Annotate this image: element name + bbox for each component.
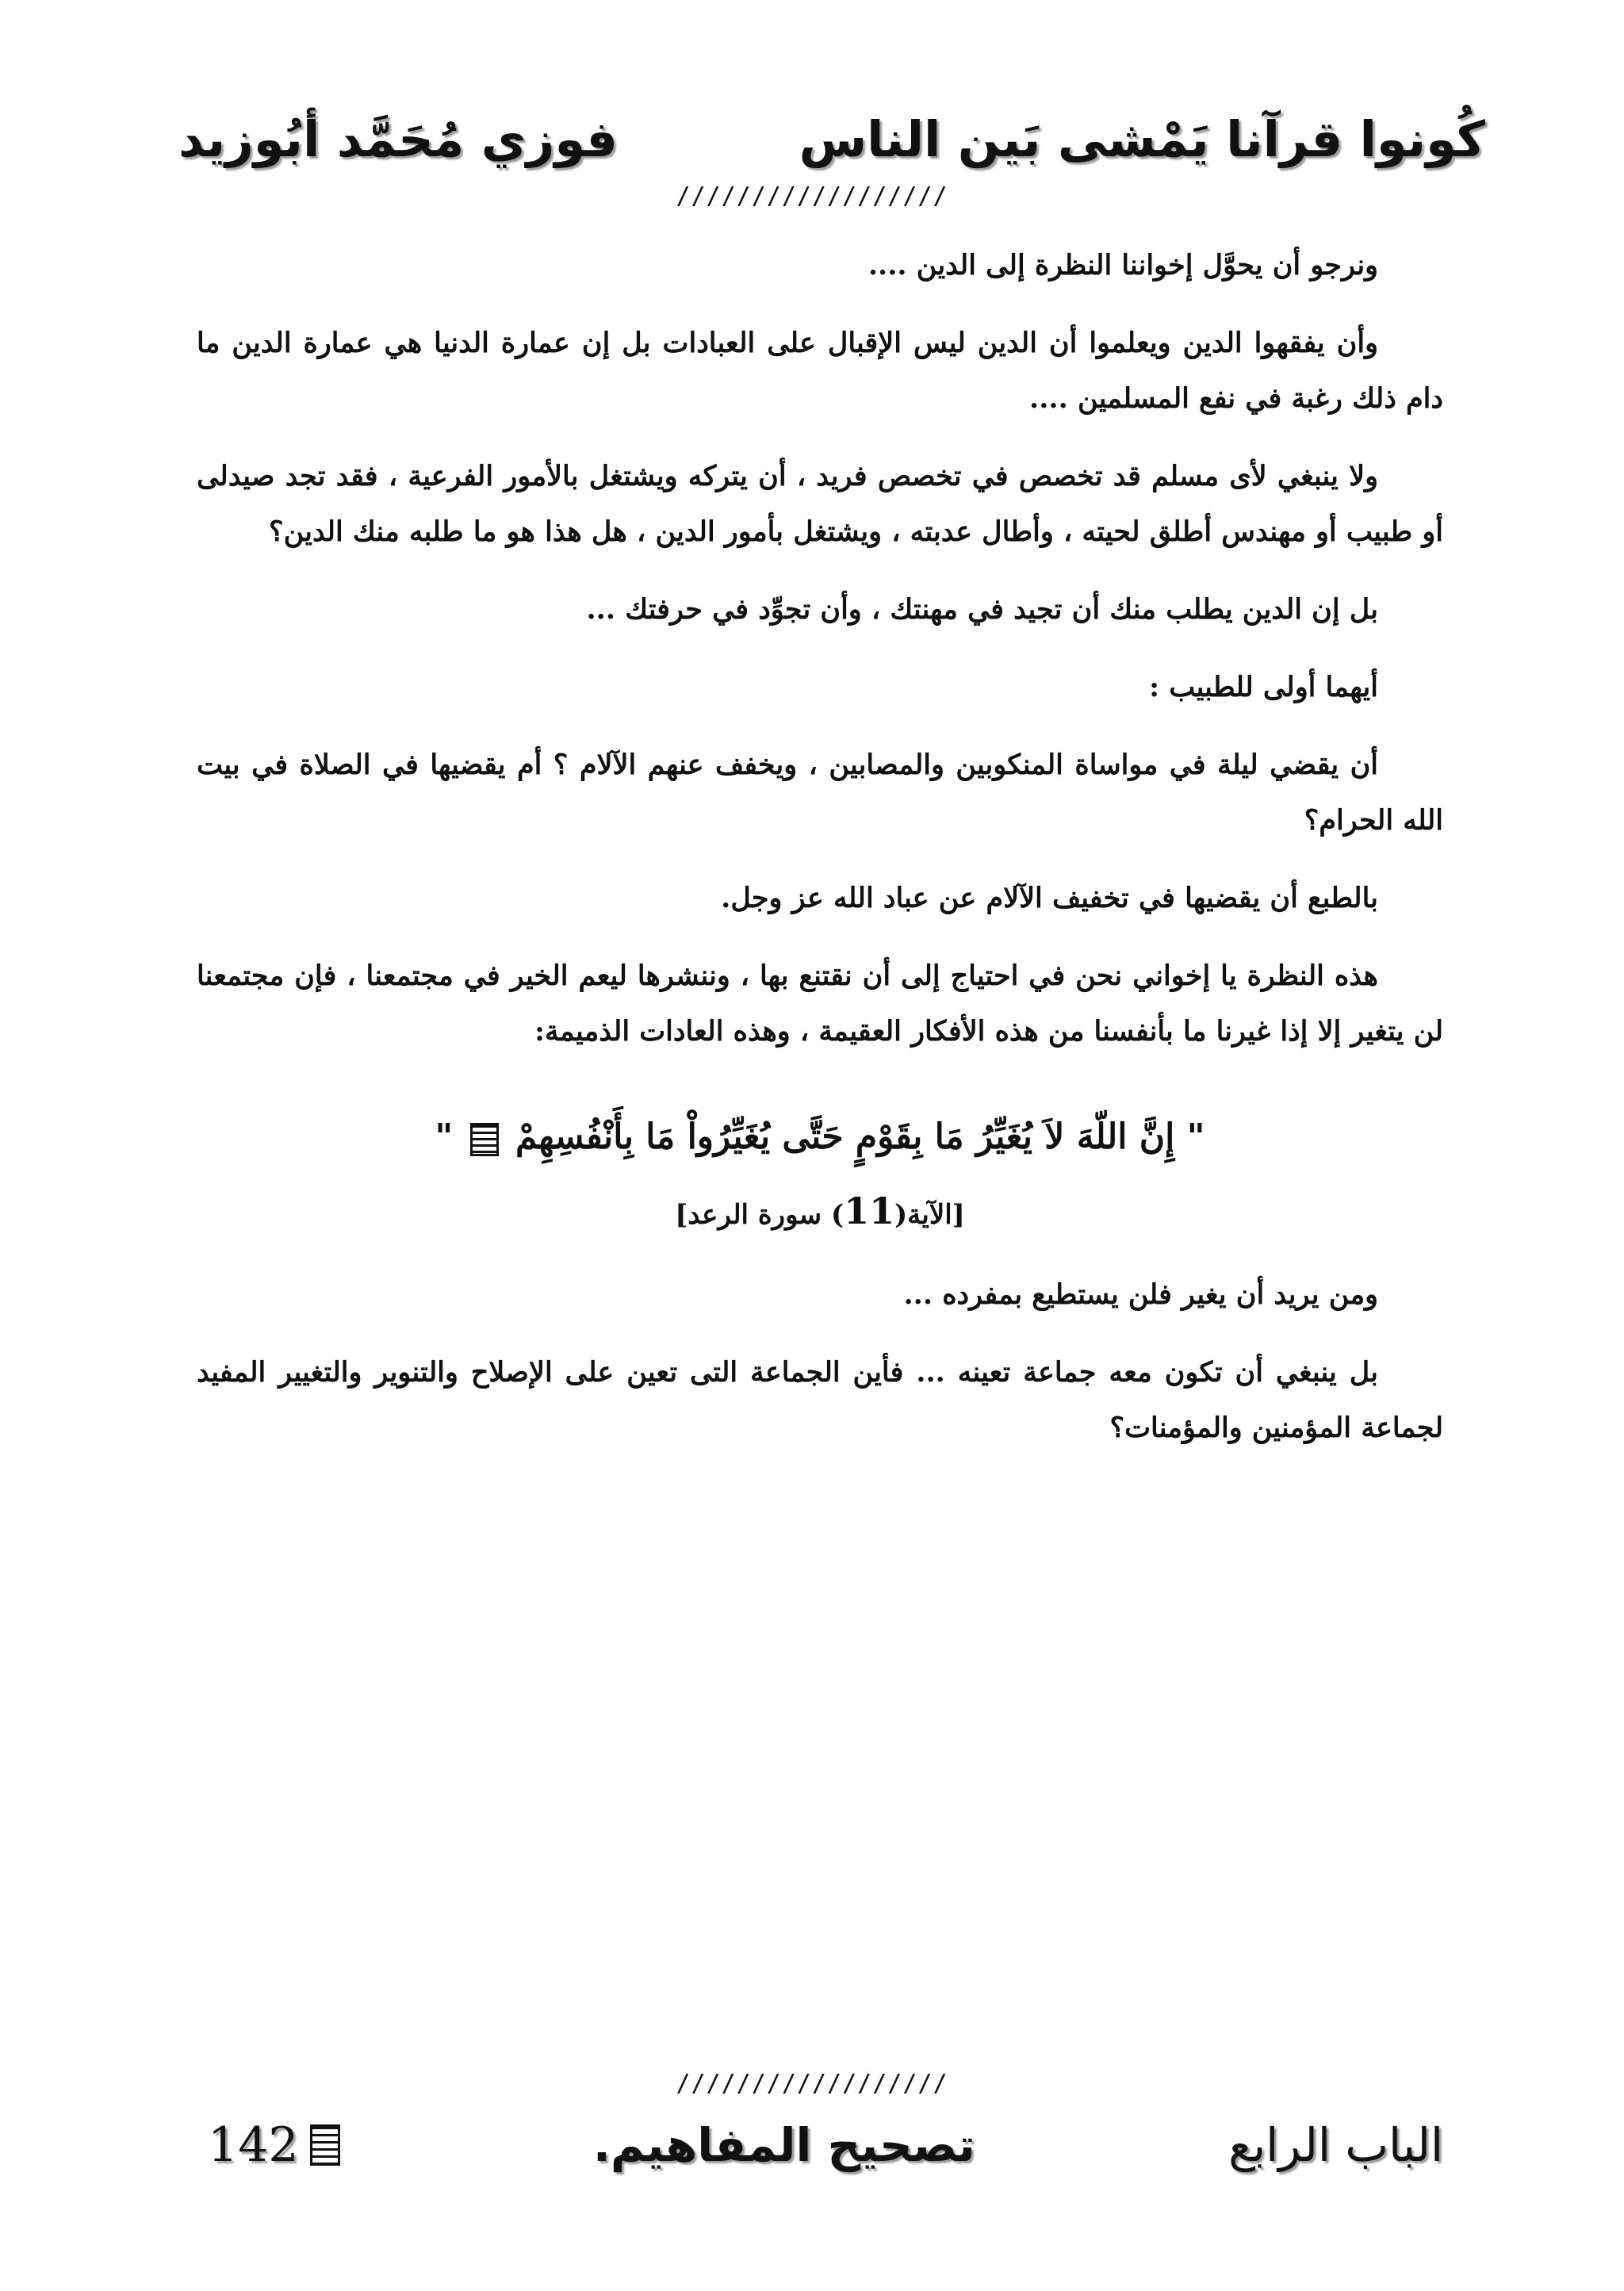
paragraph: بل ينبغي أن تكون معه جماعة تعينه ... فأين الجماعة التى تعين على الإصلاح والتنوير والتغيير المفيد لجماعة المؤمنين والمؤمنات؟ [197,1356,1443,1444]
top-separator: ////////////////// [676,182,948,210]
page-header [178,95,1485,182]
page-footer [208,2105,1443,2185]
paragraph: هذه النظرة يا إخواني نحن في احتياج إلى أن نقتنع بها ، وننشرها ليعم الخير في مجتمعنا ، فإن مجتمعنا لن يتغير إلا إذا غيرنا ما بأنفسنا من هذه الأفكار العقيمة ، وهذه العادات الذميمة: [197,960,1443,1048]
verse-close-quote: " [435,1117,454,1157]
paragraph: ونرجو أن يحوَّل إخواننا النظرة إلى الدين .... [868,249,1378,282]
verse-end-icon [470,1123,499,1156]
book-icon [310,2124,340,2166]
paragraph: أن يقضي ليلة في مواساة المنكوبين والمصابين ، ويخفف عنهم الآلام ؟ أم يقضيها في الصلاة في بيت الله الحرام؟ [197,749,1443,837]
verse-ref-prefix: [الآية( [894,1199,965,1231]
bottom-separator: ////////////////// [676,2070,948,2098]
paragraph: بل إن الدين يطلب منك أن تجيد في مهنتك ، وأن تجوِّد في حرفتك ... [586,593,1378,626]
chapter-name: الباب الرابع [1228,2118,1443,2172]
verse-text: إِنَّ اللّهَ لاَ يُغَيِّرُ مَا بِقَوْمٍ حَتَّى يُغَيِّرُواْ مَا بِأَنْفُسِهِمْ [515,1117,1175,1157]
verse-ref-number: 11 [844,1190,895,1232]
paragraph: ومن يريد أن يغير فلن يستطيع بمفرده ... [903,1278,1378,1311]
verse-reference [197,1190,1443,1232]
quran-verse [197,1105,1443,1169]
verse-ref-suffix: ) سورة الرعد] [675,1199,845,1231]
paragraph: بالطبع أن يقضيها في تخفيف الآلام عن عباد الله عز وجل. [721,882,1378,914]
page-body [197,238,1443,1478]
author-name: فوزي مُحَمَّد أبُوزيد [178,109,618,168]
paragraph: أيهما أولى للطبيب : [1149,671,1378,703]
chapter-topic: تصحيح المفاهيم. [592,2118,975,2172]
page-number-group [208,2117,340,2173]
paragraph: وأن يفقهوا الدين ويعلموا أن الدين ليس الإقبال على العبادات بل إن عمارة الدنيا هي عمارة الدين ما دام ذلك رغبة في نفع المسلمين .... [197,327,1443,415]
book-title: كُونوا قرآنا يَمْشى بَين الناس [799,109,1485,168]
page-number: 142 [208,2117,299,2173]
verse-open-quote: " [1186,1117,1205,1157]
paragraph: ولا ينبغي لأى مسلم قد تخصص في تخصص فريد ، أن يتركه ويشتغل بالأمور الفرعية ، فقد تجد صيدلى أو طبيب أو مهندس أطلق لحيته ، وأطال عدبته ، ويشتغل بأمور الدين ، هل هذا هو ما طلبه منك الدين؟ [197,460,1443,548]
